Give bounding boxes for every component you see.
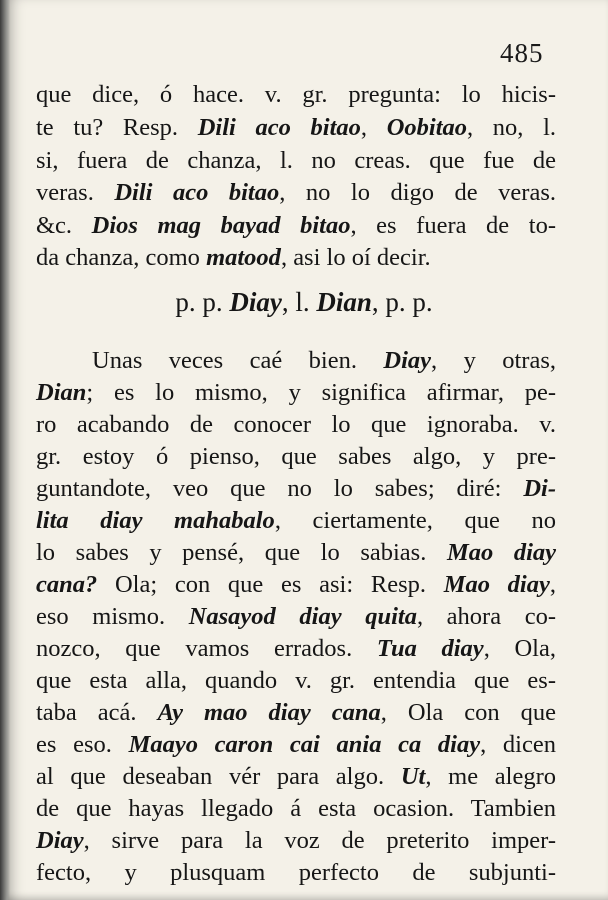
text-run: , <box>360 114 387 141</box>
text-run: ro acabando de conocer lo que ignoraba. v. <box>36 411 556 438</box>
text-run: lo sabes y pensé, que lo sabias. <box>36 539 447 566</box>
text-run: si, fuera de chanza, l. no creas. que fue de <box>36 147 556 174</box>
italic-term: Mao diay <box>446 539 557 566</box>
italic-term: Di- <box>523 475 556 502</box>
text-run: da chanza, como <box>36 244 207 271</box>
text-line <box>36 570 556 600</box>
text-run: , no, l. <box>467 114 556 141</box>
italic-term: Ut <box>400 763 426 790</box>
italic-term: Dian <box>36 379 87 406</box>
text-run: te tu? Resp. <box>36 114 198 141</box>
text-line <box>36 346 556 376</box>
page-number: 485 <box>500 38 544 68</box>
text-run: , me alegro <box>425 763 556 790</box>
text-run: que esta alla, quando v. gr. entendia que es- <box>36 667 556 694</box>
text-line <box>36 762 556 792</box>
italic-term: lita diay mahabalo <box>36 507 275 534</box>
text-run: Unas veces caé bien. <box>92 347 384 374</box>
text-line <box>36 442 556 472</box>
text-run: nozco, que vamos errados. <box>36 635 377 662</box>
text-line <box>36 113 556 143</box>
italic-term: Diay <box>383 347 432 374</box>
text-line <box>36 243 556 273</box>
text-run: , y otras, <box>431 347 556 374</box>
text-line <box>36 80 556 110</box>
text-run: taba acá. <box>36 699 158 726</box>
italic-term: Maayo caron cai ania ca diay <box>128 731 481 758</box>
text-line <box>36 506 556 536</box>
text-run: gr. estoy ó pienso, que sabes algo, y pre- <box>36 443 556 470</box>
text-run: , sirve para la voz de preterito imper- <box>83 827 556 854</box>
text-run: , asi lo oí decir. <box>280 244 431 271</box>
text-run: , es fuera de to- <box>350 212 556 239</box>
text-line <box>36 211 556 241</box>
text-line <box>36 826 556 856</box>
text-run: , Ola con que <box>380 699 556 726</box>
text-run: , p. p. <box>371 287 433 317</box>
italic-term: Tua diay <box>376 635 484 662</box>
text-run: p. p. <box>175 287 230 317</box>
text-line <box>36 378 556 408</box>
text-run: Ola; con que es asi: Resp. <box>97 571 444 598</box>
italic-term: matood <box>206 244 281 271</box>
text-line <box>36 146 556 176</box>
italic-term: Dili aco bitao <box>114 179 280 206</box>
text-run: , dicen <box>480 731 556 758</box>
text-run: al que deseaban vér para algo. <box>36 763 401 790</box>
italic-term: Nasayod diay quita <box>188 603 417 630</box>
text-run: &c. <box>36 212 92 239</box>
text-line <box>36 178 556 208</box>
page-gutter-shadow <box>0 0 10 900</box>
text-run: de que hayas llegado á esta ocasion. Tambien <box>36 795 556 822</box>
text-line <box>36 666 556 696</box>
text-run: veras. <box>36 179 115 206</box>
text-line <box>36 410 556 440</box>
section-heading <box>0 287 608 318</box>
text-line <box>36 634 556 664</box>
text-run: ; es lo mismo, y significa afirmar, pe- <box>86 379 556 406</box>
text-run: fecto, y plusquam perfecto de subjunti- <box>36 859 556 886</box>
italic-term: Diay <box>229 287 282 317</box>
text-line <box>36 858 556 888</box>
text-run: , no lo digo de veras. <box>279 179 556 206</box>
text-line <box>36 698 556 728</box>
text-run: , ahora co- <box>416 603 556 630</box>
italic-term: Dios mag bayad bitao <box>91 212 351 239</box>
text-run: guntandote, veo que no lo sabes; diré: <box>36 475 524 502</box>
italic-term: Oobitao <box>386 114 467 141</box>
text-line <box>36 794 556 824</box>
italic-term: Mao diay <box>443 571 550 598</box>
italic-term: Diay <box>36 827 84 854</box>
text-run: eso mismo. <box>36 603 189 630</box>
text-run: , l. <box>281 287 317 317</box>
text-line <box>36 602 556 632</box>
text-run: , <box>549 571 556 598</box>
text-line <box>36 474 556 504</box>
text-line <box>36 538 556 568</box>
italic-term: cana? <box>36 571 98 598</box>
text-run: que dice, ó hace. v. gr. pregunta: lo hicis- <box>36 81 556 108</box>
italic-term: Ay mao diay cana <box>157 699 381 726</box>
text-run: , Ola, <box>483 635 556 662</box>
text-run: , ciertamente, que no <box>274 507 557 534</box>
text-line <box>36 730 556 760</box>
text-run: es eso. <box>36 731 129 758</box>
italic-term: Dian <box>316 287 372 317</box>
italic-term: Dili aco bitao <box>197 114 361 141</box>
